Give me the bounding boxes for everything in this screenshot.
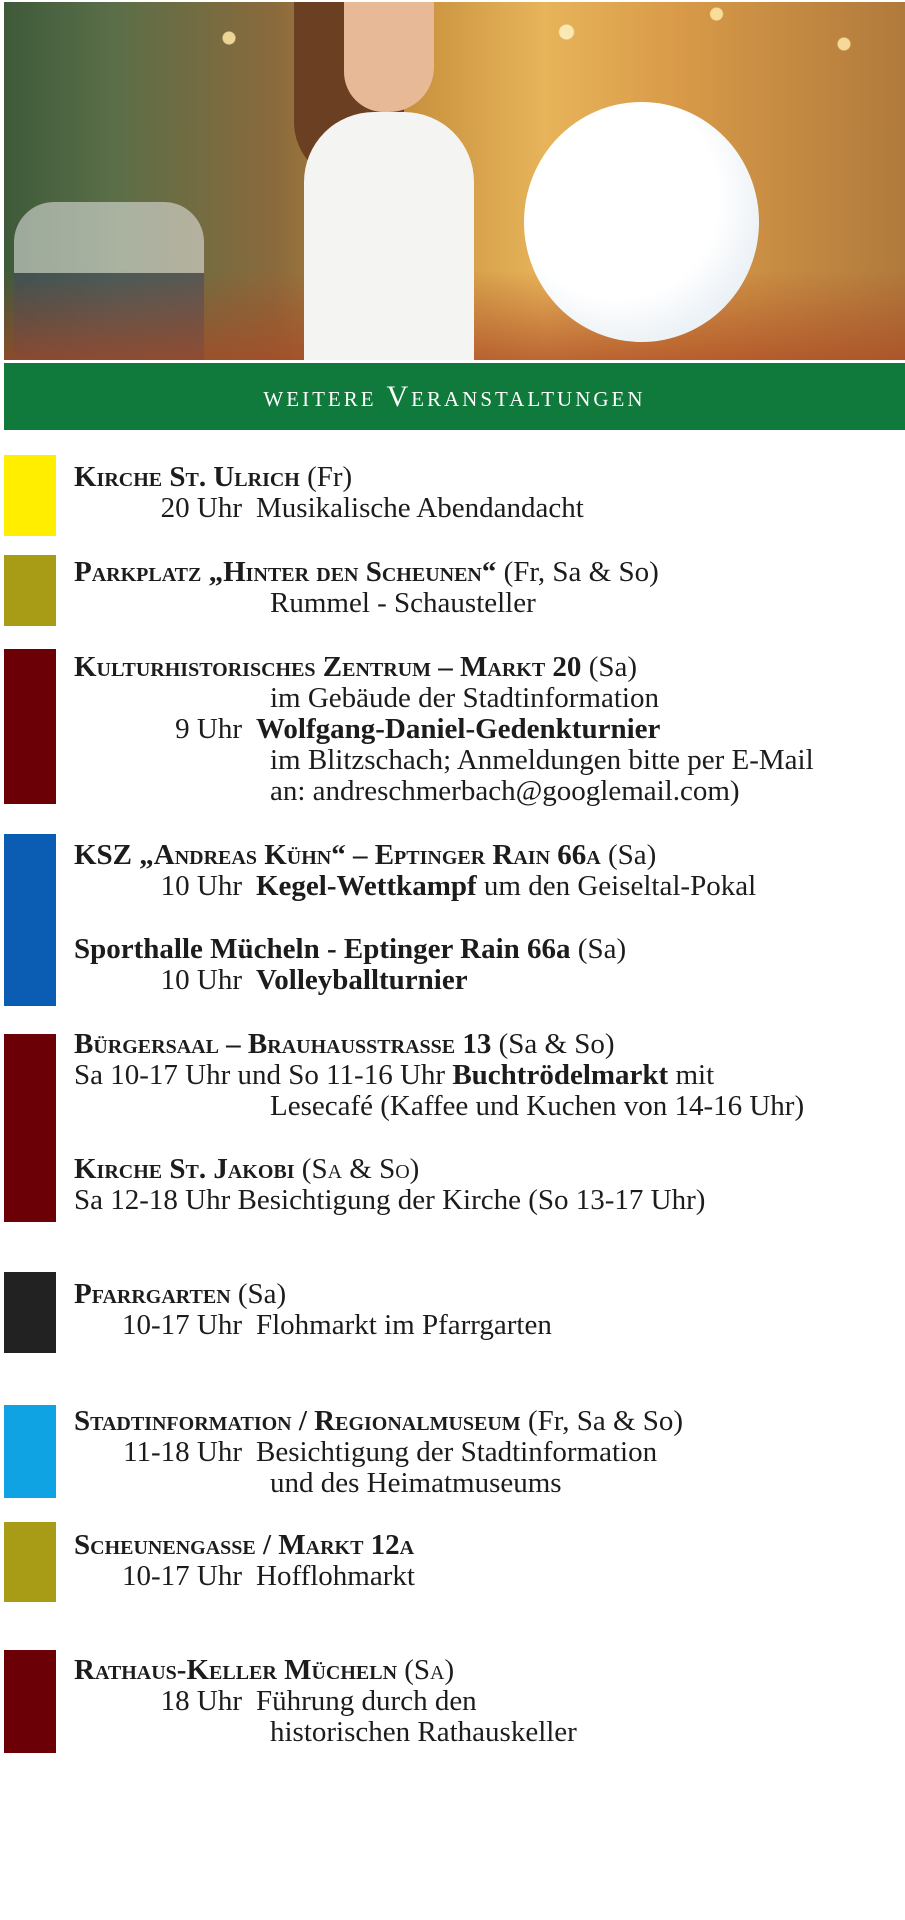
event-ksz: KSZ „Andreas Kühn“ – Eptinger Rain 66a (Sa) 10 Uhr Kegel-Wettkampf um den Geiseltal-Pokal [74, 839, 757, 902]
hero-photo [4, 2, 905, 360]
color-bar-yellow [4, 455, 56, 536]
section-banner [4, 363, 905, 430]
event-parkplatz: Parkplatz „Hinter den Scheunen“ (Fr, Sa & So) Rummel - Schausteller [74, 556, 659, 619]
event-kulturhistorisches-zentrum: Kulturhistorisches Zentrum – Markt 20 (Sa) im Gebäude der Stadtinformation 9 Uhr Wolfgang-Daniel-Gedenkturnier im Blitzschach; Anmeldungen bitte per E-Mail an: andreschmerbach@googlemail.com) [74, 651, 814, 807]
color-bar-olive [4, 555, 56, 626]
event-buergersaal: Bürgersaal – Brauhausstrasse 13 (Sa & So) Sa 10-17 Uhr und So 11-16 Uhr Buchtrödelmarkt mit Lesecafé (Kaffee und Kuchen von 14-16 Uhr) [74, 1028, 805, 1122]
color-bar-blue [4, 834, 56, 1006]
event-kirche-jakobi: Kirche St. Jakobi (Sa & So) Sa 12-18 Uhr Besichtigung der Kirche (So 13-17 Uhr) [74, 1153, 706, 1216]
color-bar-darkred-3 [4, 1650, 56, 1753]
color-bar-olive-2 [4, 1522, 56, 1602]
color-bar-darkred [4, 649, 56, 804]
event-kirche-ulrich: Kirche St. Ulrich (Fr) 20 Uhr Musikalische Abendandacht [74, 461, 584, 524]
event-scheunengasse: Scheunengasse / Markt 12a 10-17 Uhr Hofflohmarkt [74, 1529, 415, 1592]
cotton-candy [524, 102, 759, 342]
banner-title: weitere Veranstaltungen [263, 379, 646, 413]
event-pfarrgarten: Pfarrgarten (Sa) 10-17 Uhr Flohmarkt im Pfarrgarten [74, 1278, 552, 1341]
color-bar-darkred-2 [4, 1034, 56, 1222]
event-rathaus-keller: Rathaus-Keller Mücheln (Sa) 18 Uhr Führung durch den historischen Rathauskeller [74, 1654, 577, 1748]
color-bar-cyan [4, 1405, 56, 1498]
event-sporthalle: Sporthalle Mücheln - Eptinger Rain 66a (Sa) 10 Uhr Volleyballturnier [74, 933, 627, 996]
event-stadtinformation: Stadtinformation / Regionalmuseum (Fr, Sa & So) 11-18 Uhr Besichtigung der Stadtinformation und des Heimatmuseums [74, 1405, 684, 1499]
color-bar-black [4, 1272, 56, 1353]
